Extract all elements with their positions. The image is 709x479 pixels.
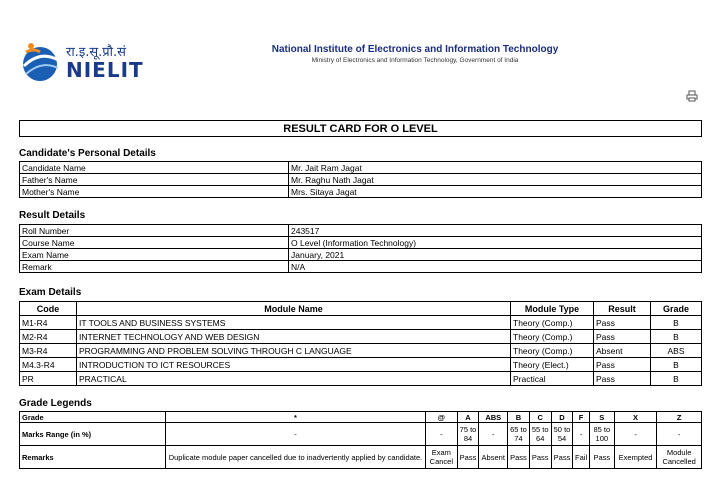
- logo-hindi-text: रा.इ.सू.प्रौ.सं: [66, 45, 126, 60]
- legend-range: -: [573, 423, 589, 446]
- module-result: Pass: [594, 316, 651, 330]
- exam-details-heading: Exam Details: [19, 287, 82, 298]
- table-row: [20, 330, 702, 344]
- legend-remarks-row: [20, 446, 702, 469]
- printer-icon[interactable]: [686, 90, 698, 102]
- row-label: Father's Name: [20, 174, 289, 186]
- table-row: [20, 249, 702, 261]
- legend-remark: Pass: [508, 446, 530, 469]
- module-name: PROGRAMMING AND PROBLEM SOLVING THROUGH C LANGUAGE: [77, 344, 511, 358]
- module-grade: ABS: [651, 344, 702, 358]
- row-value: O Level (Information Technology): [289, 237, 702, 249]
- row-label: Exam Name: [20, 249, 289, 261]
- row-label: Candidate Name: [20, 162, 289, 174]
- legend-grade: @: [426, 412, 458, 423]
- legend-grade: C: [529, 412, 551, 423]
- col-header-grade: Grade: [651, 302, 702, 316]
- legend-row-label: Marks Range (in %): [20, 423, 166, 446]
- module-name: INTERNET TECHNOLOGY AND WEB DESIGN: [77, 330, 511, 344]
- table-row: [20, 316, 702, 330]
- table-row: [20, 358, 702, 372]
- col-header-result: Result: [594, 302, 651, 316]
- module-code: M4.3-R4: [20, 358, 77, 372]
- module-code: PR: [20, 372, 77, 386]
- row-value: Mr. Raghu Nath Jagat: [289, 174, 702, 186]
- module-name: IT TOOLS AND BUSINESS SYSTEMS: [77, 316, 511, 330]
- row-label: Roll Number: [20, 225, 289, 237]
- personal-details-heading: Candidate's Personal Details: [19, 148, 156, 159]
- table-row: [20, 186, 702, 198]
- legend-range: -: [657, 423, 702, 446]
- module-type: Theory (Comp.): [511, 330, 594, 344]
- module-result: Absent: [594, 344, 651, 358]
- legend-grade: F: [573, 412, 589, 423]
- legend-range: 55 to 64: [529, 423, 551, 446]
- module-result: Pass: [594, 372, 651, 386]
- table-row: [20, 162, 702, 174]
- legend-grade: Z: [657, 412, 702, 423]
- row-label: Course Name: [20, 237, 289, 249]
- legend-grade-row: [20, 412, 702, 423]
- org-subtitle: Ministry of Electronics and Information Technology, Government of India: [311, 57, 519, 64]
- legend-remark: Exam Cancel: [426, 446, 458, 469]
- legend-range: -: [426, 423, 458, 446]
- legend-range: 75 to 84: [457, 423, 479, 446]
- legend-remark: Pass: [589, 446, 614, 469]
- row-value: Mrs. Sitaya Jagat: [289, 186, 702, 198]
- org-title: National Institute of Electronics and Information Technology: [271, 44, 559, 55]
- legend-range: 85 to 100: [589, 423, 614, 446]
- legend-grade: X: [614, 412, 656, 423]
- legend-grade: B: [508, 412, 530, 423]
- page-header: [0, 0, 709, 110]
- module-grade: B: [651, 330, 702, 344]
- legend-range: -: [479, 423, 508, 446]
- legend-remark: Absent: [479, 446, 508, 469]
- legend-grade: ABS: [479, 412, 508, 423]
- col-header-module-type: Module Type: [511, 302, 594, 316]
- module-grade: B: [651, 372, 702, 386]
- globe-logo-icon: [18, 38, 64, 84]
- legend-row-label: Grade: [20, 412, 166, 423]
- row-value: Mr. Jait Ram Jagat: [289, 162, 702, 174]
- module-type: Theory (Comp.): [511, 316, 594, 330]
- legend-range: -: [614, 423, 656, 446]
- row-value: 243517: [289, 225, 702, 237]
- legend-remark: Exempted: [614, 446, 656, 469]
- legend-grade: *: [165, 412, 425, 423]
- legend-grade: D: [551, 412, 573, 423]
- module-type: Practical: [511, 372, 594, 386]
- module-name: PRACTICAL: [77, 372, 511, 386]
- result-details-table: [19, 224, 702, 273]
- col-header-code: Code: [20, 302, 77, 316]
- module-code: M3-R4: [20, 344, 77, 358]
- legend-range: 65 to 74: [508, 423, 530, 446]
- module-code: M1-R4: [20, 316, 77, 330]
- module-result: Pass: [594, 330, 651, 344]
- row-label: Mother's Name: [20, 186, 289, 198]
- module-grade: B: [651, 316, 702, 330]
- personal-details-table: [19, 161, 702, 198]
- module-result: Pass: [594, 358, 651, 372]
- module-type: Theory (Comp.): [511, 344, 594, 358]
- table-header-row: [20, 302, 702, 316]
- legend-remark: Pass: [457, 446, 479, 469]
- legend-row-label: Remarks: [20, 446, 166, 469]
- legend-range: 50 to 54: [551, 423, 573, 446]
- table-row: [20, 261, 702, 273]
- result-details-heading: Result Details: [19, 210, 86, 221]
- result-card-title: RESULT CARD FOR O LEVEL: [19, 120, 702, 137]
- logo-text: NIELIT: [66, 58, 144, 82]
- exam-details-table: [19, 301, 702, 386]
- legend-range-row: [20, 423, 702, 446]
- col-header-module-name: Module Name: [77, 302, 511, 316]
- legend-remark: Fail: [573, 446, 589, 469]
- nielit-logo: [18, 38, 144, 86]
- module-name: INTRODUCTION TO ICT RESOURCES: [77, 358, 511, 372]
- row-value: January, 2021: [289, 249, 702, 261]
- grade-legends-table: [19, 411, 702, 469]
- table-row: [20, 225, 702, 237]
- row-value: N/A: [289, 261, 702, 273]
- legend-remark: Module Cancelled: [657, 446, 702, 469]
- module-type: Theory (Elect.): [511, 358, 594, 372]
- module-grade: B: [651, 358, 702, 372]
- legend-range: -: [165, 423, 425, 446]
- legend-remark: Pass: [551, 446, 573, 469]
- legend-remark: Pass: [529, 446, 551, 469]
- organization-block: [250, 44, 580, 64]
- table-row: [20, 237, 702, 249]
- table-row: [20, 174, 702, 186]
- legend-grade: A: [457, 412, 479, 423]
- row-label: Remark: [20, 261, 289, 273]
- table-row: [20, 344, 702, 358]
- module-code: M2-R4: [20, 330, 77, 344]
- legend-remark: Duplicate module paper cancelled due to inadvertently applied by candidate.: [165, 446, 425, 469]
- legend-grade: S: [589, 412, 614, 423]
- table-row: [20, 372, 702, 386]
- grade-legends-heading: Grade Legends: [19, 398, 92, 409]
